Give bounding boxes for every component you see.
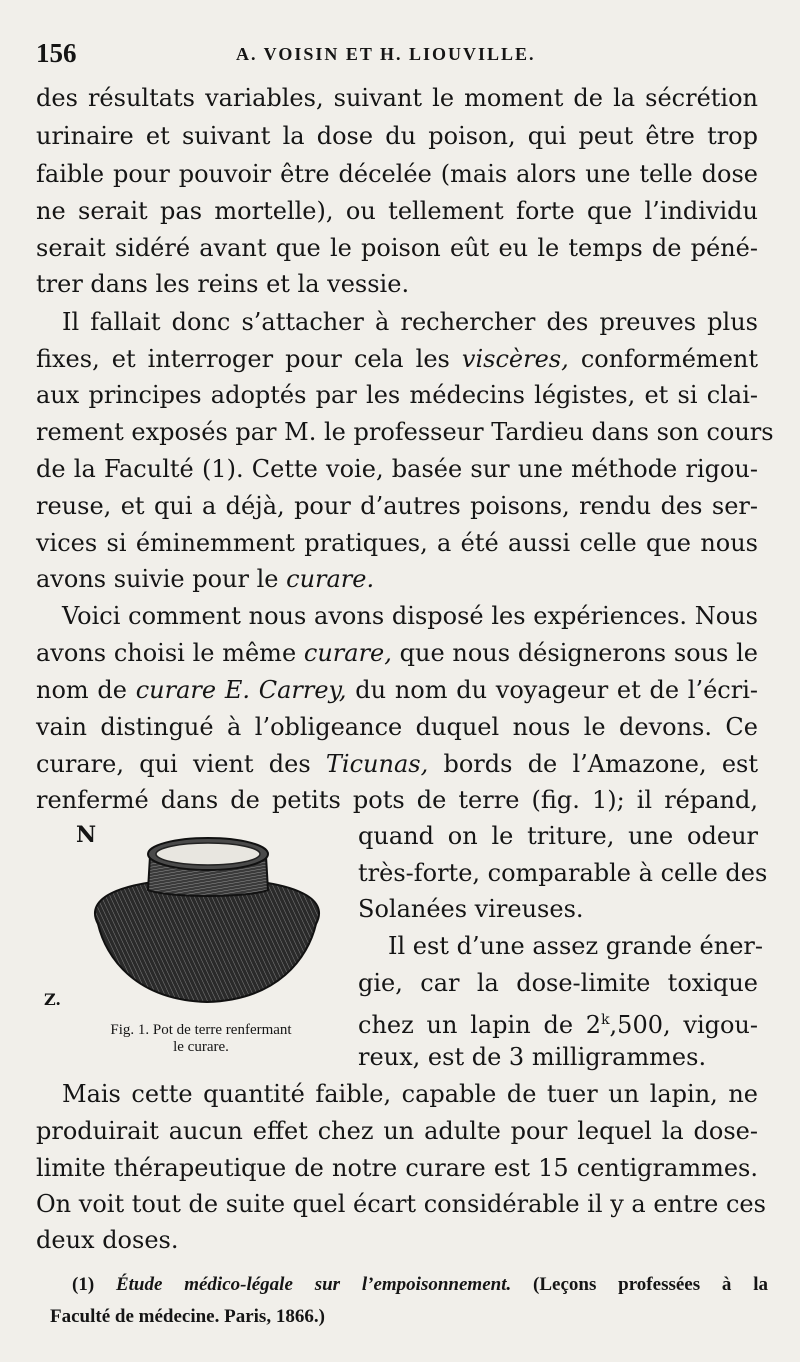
engraver-signature: Z.	[44, 990, 61, 1009]
text-line: limite thérapeutique de notre curare est 15 centigrammes.	[36, 1154, 758, 1182]
figure-pot	[42, 822, 342, 1072]
text-line: vices si éminemment pratiques, a été aussi celle que nous	[36, 529, 758, 557]
footnote: (1) Étude médico-légale sur l’empoisonnement. (Leçons professées à la	[72, 1274, 768, 1295]
text-line: Il fallait donc s’attacher à rechercher des preuves plus	[62, 308, 758, 336]
text-line: ne serait pas mortelle), ou tellement forte que l’individu	[36, 197, 758, 225]
text-line: chez un lapin de 2$^k$,500, vigou-	[358, 1011, 758, 1039]
text-line: Solanées vireuses.	[358, 895, 584, 923]
text-line: urinaire et suivant la dose du poison, qui peut être trop	[36, 122, 758, 150]
text-line: reuse, et qui a déjà, pour d’autres poisons, rendu des ser-	[36, 492, 758, 520]
text-line: reux, est de 3 milligrammes.	[358, 1043, 707, 1071]
text-line: Mais cette quantité faible, capable de tuer un lapin, ne	[62, 1080, 758, 1108]
text-line: On voit tout de suite quel écart considérable il y a entre ces	[36, 1190, 766, 1218]
text-line: curare, qui vient des Ticunas, bords de l’Amazone, est	[36, 750, 759, 778]
text-line: avons suivie pour le curare.	[36, 565, 375, 593]
caption-line: Fig. 1. Pot de terre renfermant	[110, 1022, 292, 1038]
text-line: très-forte, comparable à celle des	[358, 859, 768, 887]
text-line: serait sidéré avant que le poison eût eu le temps de péné-	[36, 234, 758, 262]
text-line: rement exposés par M. le professeur Tardieu dans son cours	[36, 418, 774, 446]
text-line: deux doses.	[36, 1226, 179, 1254]
running-head: A. VOISIN ET H. LIOUVILLE.	[236, 44, 536, 64]
text-line: Voici comment nous avons disposé les expériences. Nous	[62, 602, 758, 630]
engraver-mark: N	[76, 822, 97, 848]
footnote-line: Faculté de médecine. Paris, 1866.)	[50, 1306, 325, 1327]
figure-caption	[56, 1022, 346, 1056]
text-line: aux principes adoptés par les médecins légistes, et si clai-	[36, 381, 758, 409]
text-line: fixes, et interroger pour cela les viscères, conformément	[36, 345, 758, 373]
text-line: nom de curare E. Carrey, du nom du voyageur et de l’écri-	[36, 676, 758, 704]
text-line: renfermé dans de petits pots de terre (fig. 1); il répand,	[36, 786, 758, 814]
text-line: Il est d’une assez grande éner-	[388, 932, 763, 960]
text-line: vain distingué à l’obligeance duquel nous le devons. Ce	[36, 713, 758, 741]
text-line: de la Faculté (1). Cette voie, basée sur une méthode rigou-	[36, 455, 758, 483]
text-line: faible pour pouvoir être décelée (mais alors une telle dose	[36, 160, 758, 188]
text-line: produirait aucun effet chez un adulte pour lequel la dose-	[36, 1117, 758, 1145]
text-line: gie, car la dose-limite toxique	[358, 969, 758, 997]
text-line: des résultats variables, suivant le moment de la sécrétion	[36, 84, 758, 112]
caption-line: le curare.	[173, 1039, 229, 1055]
page-header	[36, 38, 766, 70]
text-line: quand on le triture, une odeur	[358, 822, 758, 850]
page-number: 156	[36, 38, 77, 68]
text-line: avons choisi le même curare, que nous désignerons sous le	[36, 639, 758, 667]
curare-pot-illustration	[78, 828, 336, 1006]
text-line: trer dans les reins et la vessie.	[36, 270, 410, 298]
